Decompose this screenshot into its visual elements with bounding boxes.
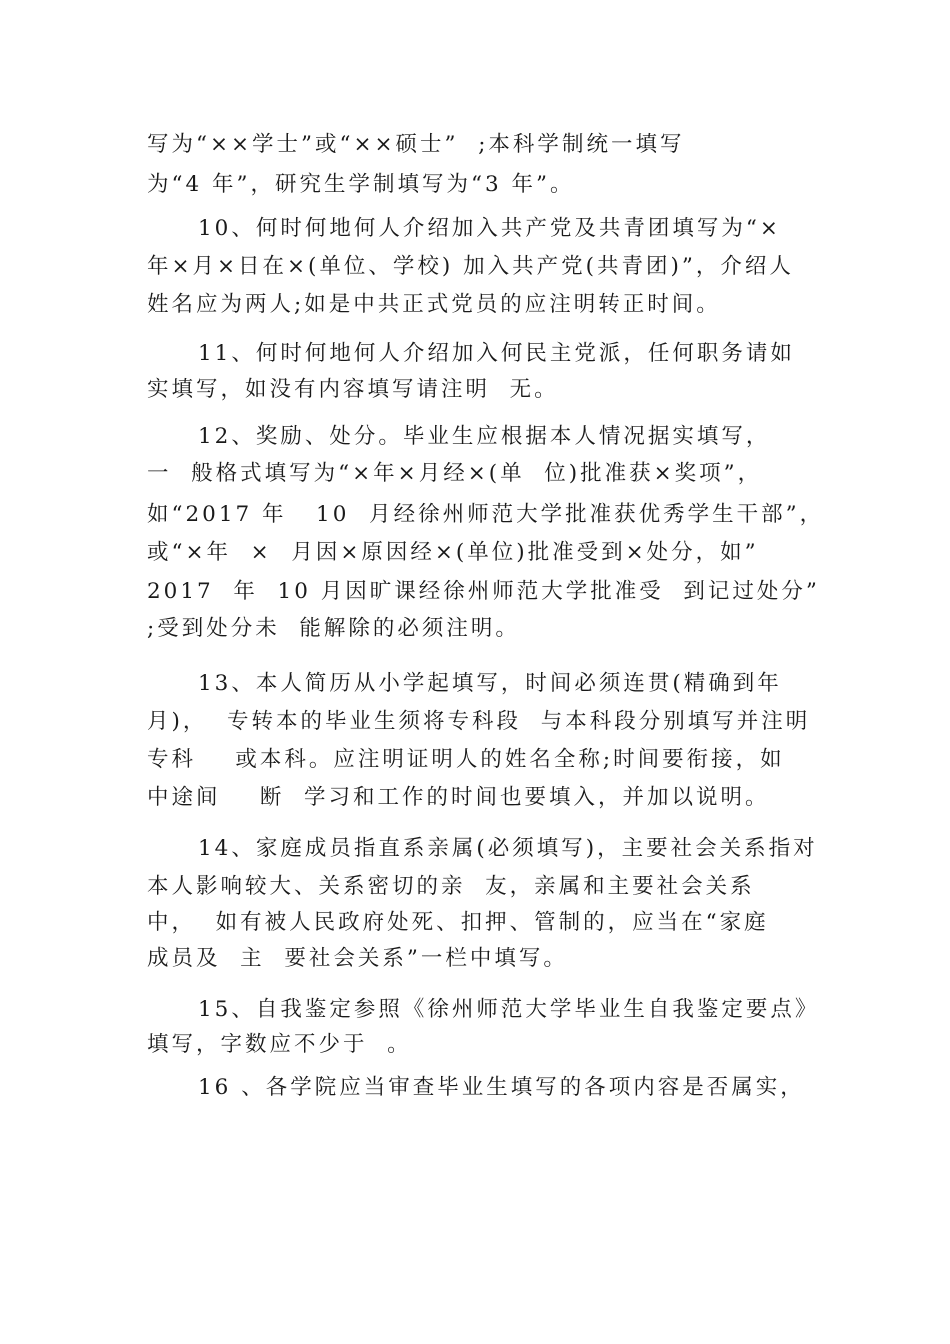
text-line: 填写，字数应不少于 。 [147, 1032, 412, 1057]
text-line: 为“4 年”，研究生学制填写为“3 年”。 [147, 172, 575, 197]
paragraph-11-line: 11、何时何地何人介绍加入何民主党派，任何职务请如 [198, 341, 795, 366]
text-line: 中途间 断 学习和工作的时间也要填入，并加以说明。 [147, 785, 770, 810]
text-line: 本人影响较大、关系密切的亲 友，亲属和主要社会关系 [147, 874, 755, 899]
text-line: 一 般格式填写为“×年×月经×(单 位)批准获×奖项”， [147, 461, 763, 486]
text-line: 如“2017 年 10 月经徐州师范大学批准获优秀学生干部”， [147, 502, 825, 527]
paragraph-15-line: 15、自我鉴定参照《徐州师范大学毕业生自我鉴定要点》 [198, 997, 820, 1022]
paragraph-16-line: 16 、各学院应当审查毕业生填写的各项内容是否属实， [198, 1075, 805, 1100]
paragraph-13-line: 13、本人简历从小学起填写，时间必须连贯(精确到年 [198, 671, 782, 696]
text-line: 姓名应为两人;如是中共正式党员的应注明转正时间。 [147, 292, 721, 317]
text-line: 实填写，如没有内容填写请注明 无。 [147, 377, 559, 402]
text-line: 年×月×日在×(单位、学校) 加入共产党(共青团)”，介绍人 [147, 254, 794, 279]
text-line: 中， 如有被人民政府处死、扣押、管制的，应当在“家庭 [147, 910, 769, 935]
text-line: 写为“××学士”或“××硕士” ;本科学制统一填写 [147, 132, 685, 157]
paragraph-12-line: 12、奖励、处分。毕业生应根据本人情况据实填写， [198, 424, 771, 449]
paragraph-14-line: 14、家庭成员指直系亲属(必须填写)，主要社会关系指对 [198, 836, 818, 861]
text-line: 月)， 专转本的毕业生须将专科段 与本科段分别填写并注明 [147, 709, 811, 734]
paragraph-10-line: 10、何时何地何人介绍加入共产党及共青团填写为“× [198, 216, 781, 241]
text-line: 或“×年 × 月因×原因经×(单位)批准受到×处分，如” [147, 540, 759, 565]
text-line: ;受到处分未 能解除的必须注明。 [147, 616, 520, 641]
text-line: 专科 或本科。应注明证明人的姓名全称;时间要衔接，如 [147, 747, 785, 772]
text-line: 2017 年 10 月因旷课经徐州师范大学批准受 到记过处分” [147, 579, 820, 604]
text-line: 成员及 主 要社会关系”一栏中填写。 [147, 946, 568, 971]
